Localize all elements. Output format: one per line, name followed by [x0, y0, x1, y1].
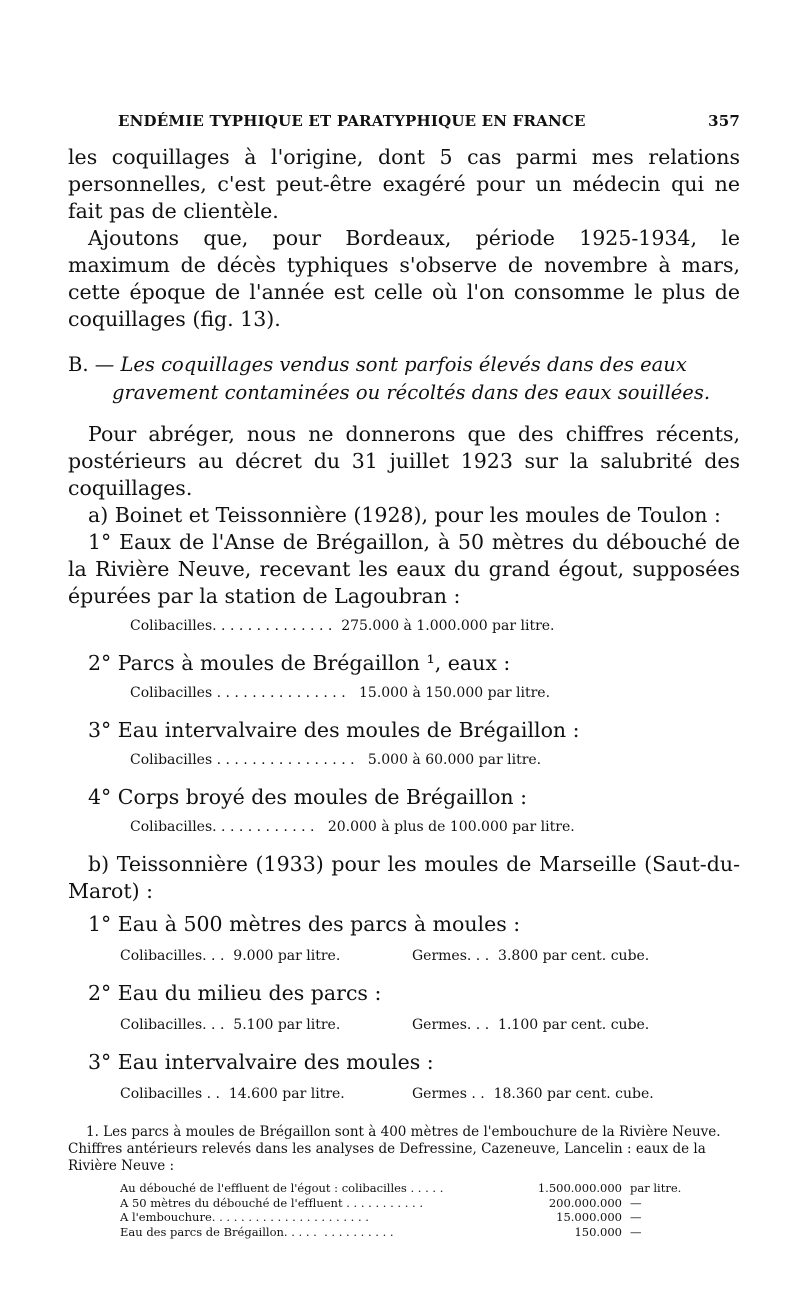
footnote-table	[68, 1181, 740, 1239]
row-a2: Colibacilles . . . . . . . . . . . . . . . 15.000 à 150.000 par litre.	[130, 685, 551, 701]
paragraph-2: Ajoutons que, pour Bordeaux, période 1925-1934, le maximum de décès typhiques s'observe de novembre à mars, cette époque de l'année est celle où l'on consomme le plus de coquillages (fig. 13).	[68, 226, 740, 331]
footnote-row-unit: —	[630, 1224, 642, 1239]
item-b3: 3° Eau intervalvaire des moules :	[88, 1050, 434, 1074]
item-a3: 3° Eau intervalvaire des moules de Brégaillon :	[88, 718, 580, 742]
row-b1	[68, 946, 740, 966]
section-b-line1: Les coquillages vendus sont parfois élevés dans des eaux	[120, 353, 687, 376]
item-a2: 2° Parcs à moules de Brégaillon ¹, eaux :	[88, 651, 511, 675]
footnote-row	[68, 1210, 740, 1225]
item-a4: 4° Corps broyé des moules de Brégaillon :	[88, 785, 528, 809]
footnote-row-value: 15.000.000	[556, 1210, 622, 1224]
footnote-row-unit: —	[630, 1210, 642, 1224]
item-b2: 2° Eau du milieu des parcs :	[88, 981, 382, 1005]
footnote-row	[68, 1181, 740, 1196]
row-b1-germes: Germes. . . 3.800 par cent. cube.	[412, 948, 650, 964]
row-a4: Colibacilles. . . . . . . . . . . . 20.000 à plus de 100.000 par litre.	[130, 819, 575, 835]
footnote-row-value: 200.000.000	[548, 1195, 622, 1210]
footnote-row-unit: —	[630, 1195, 642, 1210]
row-a1: Colibacilles. . . . . . . . . . . . . . 275.000 à 1.000.000 par litre.	[130, 618, 555, 634]
row-b2-coli: Colibacilles. . . 5.100 par litre.	[120, 1017, 341, 1033]
row-a3: Colibacilles . . . . . . . . . . . . . . . . 5.000 à 60.000 par litre.	[130, 752, 542, 768]
row-b2	[68, 1015, 740, 1035]
footnote-text: 1. Les parcs à moules de Brégaillon sont à 400 mètres de l'embouchure de la Rivière Neuve. Chiffres antérieurs relevés dans les analyses de Defressine, Cazeneuve, Lancelin : eaux de la Rivière Neuve :	[68, 1124, 721, 1174]
paragraph-a: a) Boinet et Teissonnière (1928), pour les moules de Toulon :	[88, 503, 721, 527]
row-b3-germes: Germes . . 18.360 par cent. cube.	[412, 1086, 654, 1102]
item-a1: 1° Eaux de l'Anse de Brégaillon, à 50 mètres du débouché de la Rivière Neuve, recevant les eaux du grand égout, supposées épurées par la station de Lagoubran :	[68, 530, 740, 608]
running-title: ENDÉMIE TYPHIQUE ET PARATYPHIQUE EN FRANCE	[118, 112, 586, 130]
footnote-row-unit: par litre.	[630, 1181, 682, 1195]
paragraph-1: les coquillages à l'origine, dont 5 cas parmi mes relations personnelles, c'est peut-être exagéré pour un médecin qui ne fait pas de clientèle.	[68, 145, 740, 223]
footnote-row-label: A 50 mètres du débouché de l'effluent . . . . . . . . . . .	[120, 1195, 424, 1210]
footnote-row-label: Au débouché de l'effluent de l'égout : colibacilles . . . . .	[120, 1181, 444, 1195]
footnote	[68, 1124, 740, 1239]
footnote-row-value: 150.000	[574, 1224, 622, 1239]
row-b3-coli: Colibacilles . . 14.600 par litre.	[120, 1086, 345, 1102]
section-b-prefix: B. —	[68, 353, 121, 376]
page	[68, 112, 740, 1239]
item-b1: 1° Eau à 500 mètres des parcs à moules :	[88, 912, 521, 936]
row-b3	[68, 1084, 740, 1104]
section-b-line2: gravement contaminées ou récoltés dans des eaux souillées.	[112, 381, 711, 404]
paragraph-3: Pour abréger, nous ne donnerons que des chiffres récents, postérieurs au décret du 31 juillet 1923 sur la salubrité des coquillages.	[68, 422, 740, 500]
row-b2-germes: Germes. . . 1.100 par cent. cube.	[412, 1017, 650, 1033]
section-b-heading	[68, 351, 740, 407]
footnote-row	[68, 1196, 740, 1211]
footnote-row-label: Eau des parcs de Brégaillon. . . . . . . . . . . . . . .	[120, 1224, 394, 1239]
footnote-row	[68, 1225, 740, 1240]
footnote-row-value: 1.500.000.000	[537, 1181, 622, 1195]
row-b1-coli: Colibacilles. . . 9.000 par litre.	[120, 948, 341, 964]
paragraph-b: b) Teissonnière (1933) pour les moules de Marseille (Saut-du-Marot) :	[68, 852, 740, 903]
page-number: 357	[708, 112, 740, 130]
footnote-row-label: A l'embouchure. . . . . . . . . . . . . . . . . . . . . .	[120, 1210, 369, 1224]
running-header	[68, 112, 740, 144]
